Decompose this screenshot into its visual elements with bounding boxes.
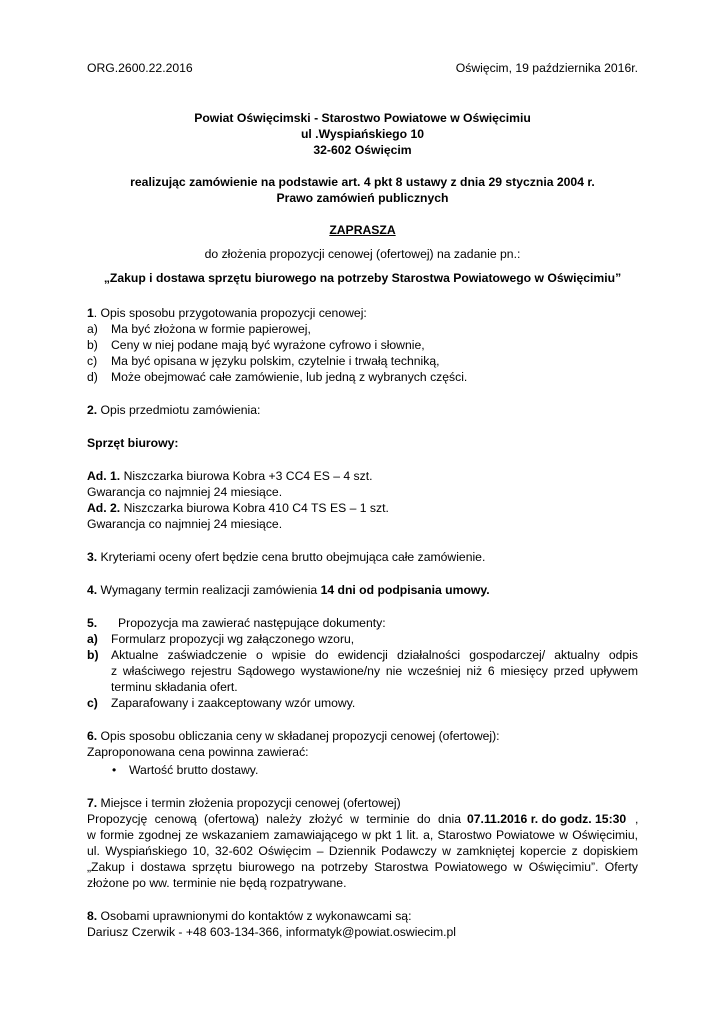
section-2-title: 2. Opis przedmiotu zamówienia: <box>87 403 261 417</box>
item-ad-2-warranty: Gwarancja co najmniej 24 miesiące. <box>87 517 283 531</box>
section-7-title: 7. Miejsce i termin złożenia propozycji cenowej (ofertowej) <box>87 796 401 810</box>
list-item: a) Formularz propozycji wg załączonego wzoru, <box>87 632 355 646</box>
place-date: Oświęcim, 19 października 2016r. <box>455 61 638 75</box>
section-4: 4. Wymagany termin realizacji zamówienia 14 dni od podpisania umowy. <box>87 583 490 597</box>
section-6-title: 6. Opis sposobu obliczania ceny w składanej propozycji cenowej (ofertowej): <box>87 729 500 743</box>
basis-line-1: realizując zamówienie na podstawie art. 4 pkt 8 ustawy z dnia 29 stycznia 2004 r. <box>130 175 595 189</box>
equipment-subheading: Sprzęt biurowy: <box>87 436 179 450</box>
invite-subtitle: do złożenia propozycji cenowej (ofertowej) na zadanie pn.: <box>204 247 521 261</box>
list-item: d) Może obejmować całe zamówienie, lub jedną z wybranych części. <box>87 370 468 384</box>
bullet-icon: • <box>112 763 117 777</box>
list-item: c) Zaparafowany i zaakceptowany wzór umowy. <box>87 696 356 710</box>
section-8-title: 8. Osobami uprawnionymi do kontaktów z wykonawcami są: <box>87 909 412 923</box>
section-7-line-1: Propozycję cenową (ofertową) należy złożyć w terminie do dnia 07.11.2016 r. do godz. 15:30 , <box>87 812 639 826</box>
section-7-line-3: ul. Wyspiańskiego 10, 32-602 Oświęcim – Dziennik Podawczy w zamkniętej kopercie z dopiskiem <box>87 844 638 858</box>
section-3: 3. Kryteriami oceny ofert będzie cena brutto obejmująca całe zamówienie. <box>87 550 486 564</box>
issuer-name: Powiat Oświęcimski - Starostwo Powiatowe w Oświęcimiu <box>194 111 531 125</box>
item-ad-1-warranty: Gwarancja co najmniej 24 miesiące. <box>87 485 283 499</box>
item-ad-2: Ad. 2. Niszczarka biurowa Kobra 410 C4 TS ES – 1 szt. <box>87 501 389 515</box>
section-5-title: 5. Propozycja ma zawierać następujące dokumenty: <box>87 616 386 630</box>
issuer-street: ul .Wyspiańskiego 10 <box>300 127 425 141</box>
section-7-line-4: „Zakup i dostawa sprzętu biurowego na potrzeby Starostwa Powiatowego w Oświęcimiu”. Oferty <box>87 860 638 874</box>
section-7-line-5: złożone po ww. terminie nie będą rozpatrywane. <box>87 876 347 890</box>
list-item: b) Ceny w niej podane mają być wyrażone cyfrowo i słownie, <box>87 338 425 352</box>
section-1-title: 1. Opis sposobu przygotowania propozycji cenowej: <box>87 306 367 320</box>
invite-heading: ZAPRASZA <box>329 223 396 237</box>
list-item-text-b-1: Aktualne zaświadczenie o wpisie do ewidencji działalności gospodarczej/ aktualny odpis <box>111 648 638 662</box>
issuer-postal: 32-602 Oświęcim <box>313 143 412 157</box>
contact-line: Dariusz Czerwik - +48 603-134-366, informatyk@powiat.oswiecim.pl <box>87 925 456 939</box>
list-item: b) <box>87 648 99 662</box>
list-item: a) Ma być złożona w formie papierowej, <box>87 322 311 336</box>
list-item: c) Ma być opisana w języku polskim, czytelnie i trwałą techniką, <box>87 354 440 368</box>
bullet-text: Wartość brutto dostawy. <box>129 763 259 777</box>
reference-number: ORG.2600.22.2016 <box>87 61 193 75</box>
section-6-line-2: Zaproponowana cena powinna zawierać: <box>87 745 309 759</box>
list-item-text-b-3: terminu składania ofert. <box>111 680 238 694</box>
list-item-text-b-2: z właściwego rejestru Sądowego wystawione/ny nie wcześniej niż 6 miesięcy przed upływem <box>111 664 638 678</box>
section-7-line-2: w formie zgodnej ze wskazaniem zamawiającego w pkt 1 lit. a, Starostwo Powiatowe w Oświęcimiu, <box>87 828 638 842</box>
item-ad-1: Ad. 1. Niszczarka biurowa Kobra +3 CC4 ES – 4 szt. <box>87 469 373 483</box>
basis-line-2: Prawo zamówień publicznych <box>276 191 449 205</box>
task-title: „Zakup i dostawa sprzętu biurowego na potrzeby Starostwa Powiatowego w Oświęcimiu” <box>103 271 622 285</box>
